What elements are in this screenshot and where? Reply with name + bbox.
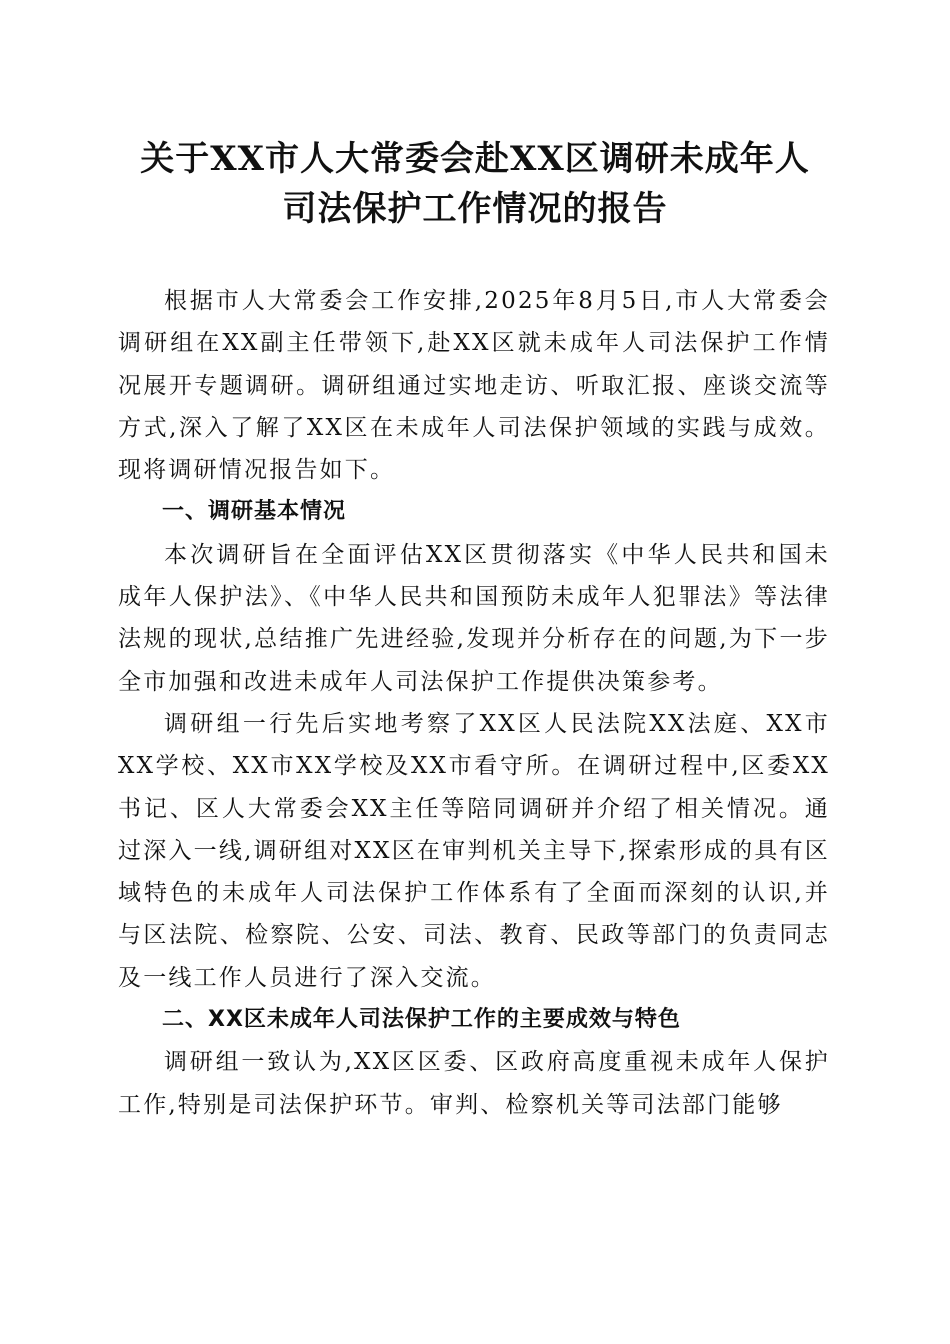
- body-paragraph: 调研组一行先后实地考察了XX区人民法院XX法庭、XX市XX学校、XX市XX学校及XX市看守所。在调研过程中,区委XX书记、区人大常委会XX主任等陪同调研并介绍了相关情况。通过深入一线,调研组对XX区在审判机关主导下,探索形成的具有区域特色的未成年人司法保护工作体系有了全面而深刻的认识,并与区法院、检察院、公安、司法、教育、民政等部门的负责同志及一线工作人员进行了深入交流。: [118, 710, 830, 991]
- document-body: [118, 280, 830, 1126]
- title-line-2: 司法保护工作情况的报告: [282, 189, 668, 229]
- body-paragraph: 本次调研旨在全面评估XX区贯彻落实《中华人民共和国未成年人保护法》、《中华人民共和国预防未成年人犯罪法》等法律法规的现状,总结推广先进经验,发现并分析存在的问题,为下一步全市加强和改进未成年人司法保护工作提供决策参考。: [118, 541, 830, 695]
- intro-paragraph: 根据市人大常委会工作安排,2025年8月5日,市人大常委会调研组在XX副主任带领下,赴XX区就未成年人司法保护工作情况展开专题调研。调研组通过实地走访、听取汇报、座谈交流等方式,深入了解了XX区在未成年人司法保护领域的实践与成效。现将调研情况报告如下。: [118, 288, 830, 484]
- section-heading-1: 一、调研基本情况: [162, 499, 347, 525]
- title-line-1: 关于XX市人大常委会赴XX区调研未成年人: [140, 139, 810, 179]
- body-paragraph: 调研组一致认为,XX区区委、区政府高度重视未成年人保护工作,特别是司法保护环节。审判、检察机关等司法部门能够: [118, 1049, 830, 1118]
- document-title: [60, 134, 890, 234]
- section-heading-2: 二、XX区未成年人司法保护工作的主要成效与特色: [162, 1007, 681, 1033]
